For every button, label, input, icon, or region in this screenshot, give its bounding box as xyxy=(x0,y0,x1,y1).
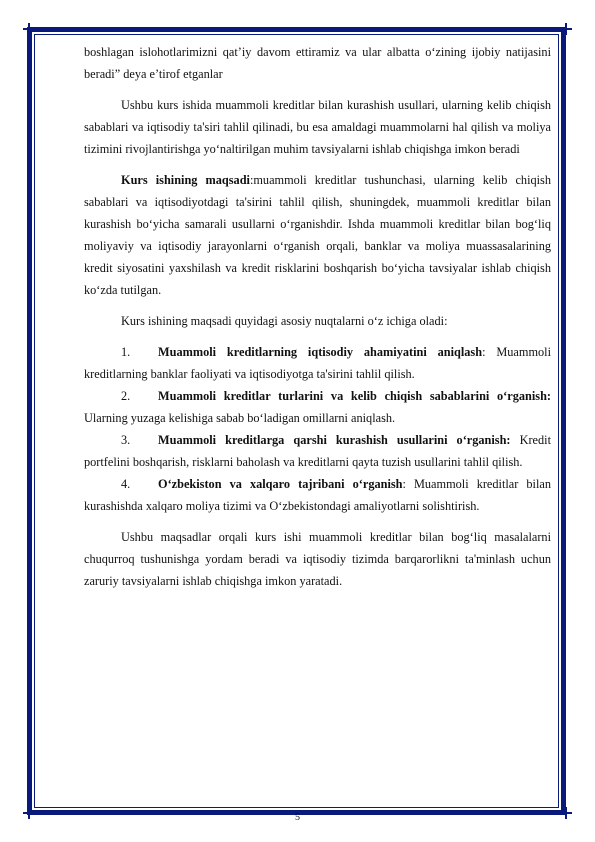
paragraph-course-overview: Ushbu kurs ishida muammoli kreditlar bilan kurashish usullari, ularning kelib chiqish sabablari va iqtisodiy ta'siri tahlil qilinadi, bu esa amaldagi muammolarni hal qilish va moliya tizimini rivojlantirishga yo‘naltirilgan muhim tavsiyalarni ishlab chiqishga imkon beradi xyxy=(84,98,551,156)
list-item-title: Muammoli kreditlarning iqtisodiy ahamiyatini aniqlash xyxy=(158,345,483,359)
list-item-text: : Muammoli kreditlarning banklar faoliyati va iqtisodiyotga ta'sirini tahlil qilish. xyxy=(84,345,551,381)
paragraph-continuation: boshlagan islohotlarimizni qat’iy davom ettiramiz va ular albatta o‘zining ijobiy natijasini beradi” deya e’tirof etganlar xyxy=(84,45,551,81)
list-item xyxy=(84,473,551,517)
list-item-number: 3. xyxy=(121,433,131,447)
page-number: 5 xyxy=(295,812,300,823)
list-item-title: Muammoli kreditlar turlarini va kelib chiqish sabablarini o‘rganish: xyxy=(158,389,551,403)
goal-text: :muammoli kreditlar tushunchasi, ularning kelib chiqish sabablari va iqtisodiyotdagi ta'sirini tahlil qilish, shuningdek, muammoli kreditlar bilan kurashish bo‘yicha samarali usullarni o‘rganishdir. Ishda muammoli kreditlar bilan bog‘liq moliyaviy va iqtisodiy jarayonlarni o‘rganish orqali, banklar va moliya muassasalarining kredit siyosatini yaxshilash va kredit risklarini boshqarish bo‘yicha tavsiyalar ishlab chiqish ko‘zda tutilgan. xyxy=(84,173,551,297)
list-item-text: : Muammoli kreditlar bilan kurashishda xalqaro moliya tizimi va O‘zbekistondagi amaliyotlarni solishtirish. xyxy=(84,477,551,513)
corner-ornament-top-right xyxy=(560,23,572,35)
list-item-number: 4. xyxy=(121,477,131,491)
paragraph-course-goal xyxy=(84,169,551,301)
corner-ornament-top-left xyxy=(23,23,35,35)
list-item xyxy=(84,429,551,473)
list-item-number: 1. xyxy=(121,345,131,359)
list-item xyxy=(84,385,551,429)
paragraph-goal-intro: Kurs ishining maqsadi quyidagi asosiy nuqtalarni o‘z ichiga oladi: xyxy=(121,314,448,328)
list-item-title: O‘zbekiston va xalqaro tajribani o‘rganish xyxy=(158,477,403,491)
list-item-title: Muammoli kreditlarga qarshi kurashish usullarini o‘rganish: xyxy=(158,433,511,447)
goal-heading: Kurs ishining maqsadi xyxy=(121,173,250,187)
paragraph-conclusion: Ushbu maqsadlar orqali kurs ishi muammoli kreditlar bilan bog‘liq masalalarni chuqurroq tushunishga yordam beradi va iqtisodiy tizimda barqarorlikni ta'minlash uchun zaruriy tavsiyalarni ishlab chiqishga imkon yaratadi. xyxy=(84,530,551,588)
list-item-number: 2. xyxy=(121,389,131,403)
list-item xyxy=(84,341,551,385)
list-item-text: Kredit portfelini boshqarish, risklarni baholash va kreditlarni qayta tuzish usullarini tahlil qilish. xyxy=(84,433,551,469)
document-body xyxy=(84,41,551,592)
list-item-text: Ularning yuzaga kelishiga sabab bo‘ladigan omillarni aniqlash. xyxy=(84,411,396,425)
